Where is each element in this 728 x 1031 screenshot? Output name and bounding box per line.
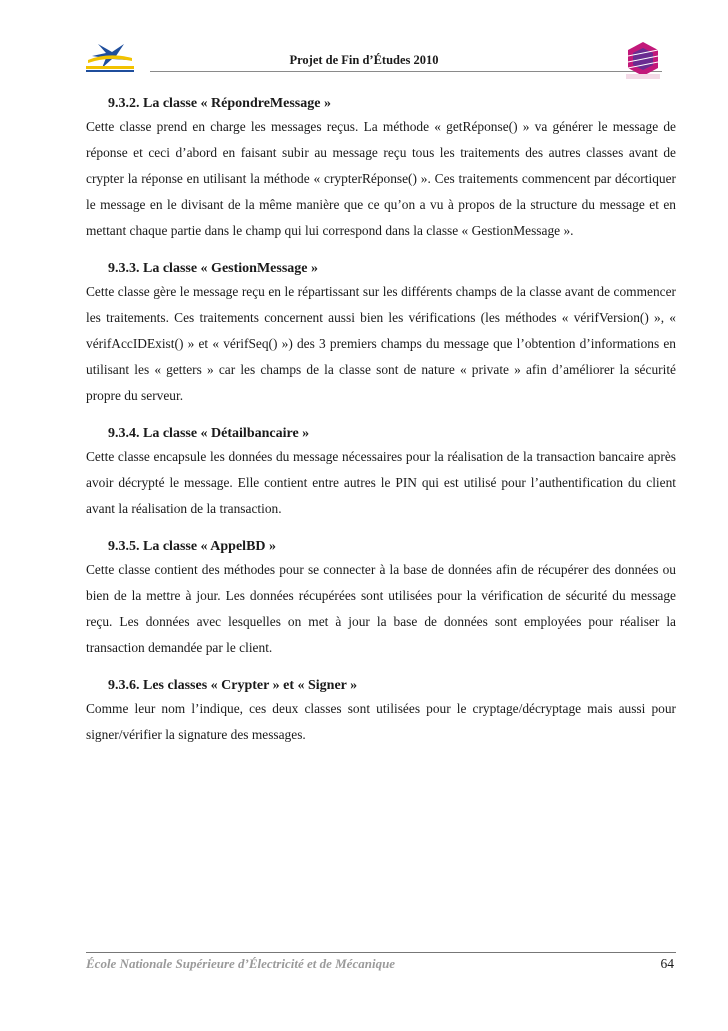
section-9-3-4 [86, 424, 676, 522]
page-body [86, 94, 676, 748]
section-heading: 9.3.5. La classe « AppelBD » [108, 539, 277, 554]
section-heading: 9.3.3. La classe « GestionMessage » [108, 261, 318, 276]
page-number: 64 [660, 956, 674, 971]
section-paragraph: Cette classe gère le message reçu en le répartissant sur les différents champs de la classe avant de commencer les traitements. Ces traitements concernent aussi bien les vérifications (les méthodes « vérifVersion() », « vérifAccIDExist() » et « vérifSeq() ») des 3 premiers champs du message que l’obtention d’informations en utilisant les « getters » car les champs de la classe sont de nature « private » afin d’améliorer la sécurité propre du serveur. [86, 284, 676, 403]
section-9-3-6 [86, 676, 676, 748]
section-paragraph: Comme leur nom l’indique, ces deux classes sont utilisées pour le cryptage/décryptage mais aussi pour signer/vérifier la signature des messages. [86, 701, 676, 742]
section-9-3-5 [86, 537, 676, 661]
section-9-3-2 [86, 94, 676, 244]
school-logo [624, 40, 662, 80]
section-paragraph: Cette classe contient des méthodes pour se connecter à la base de données afin de récupérer des données ou bien de la mettre à jour. Les données récupérées sont utilisées pour la vérification de sécurité du message reçu. Les données avec lesquelles on met à jour la base de données sont employées pour réaliser la transaction demandée par le client. [86, 562, 676, 655]
section-9-3-3 [86, 259, 676, 409]
footer-divider [86, 952, 676, 953]
section-heading: 9.3.4. La classe « Détailbancaire » [108, 426, 310, 441]
footer-school-name: École Nationale Supérieure d’Électricité et de Mécanique [86, 956, 396, 971]
section-paragraph: Cette classe encapsule les données du message nécessaires pour la réalisation de la transaction bancaire après avoir décrypté le message. Elle contient entre autres le PIN qui est utilisé pour l’authentification du client avant la réalisation de la transaction. [86, 449, 676, 516]
header-divider [150, 71, 662, 72]
header-title: Projet de Fin d’Études 2010 [289, 53, 439, 67]
section-heading: 9.3.6. Les classes « Crypter » et « Signer » [108, 678, 358, 693]
section-paragraph: Cette classe prend en charge les messages reçus. La méthode « getRéponse() » va générer le message de réponse et ceci d’abord en faisant subir au message reçu tous les traitements des autres classes avant de crypter la réponse en utilisant la méthode « crypterRéponse() ». Ces traitements commencent par décortiquer le message en le divisant de la même manière que ce qu’on a vu à propos de la structure du message et en mettant chaque partie dans le champ qui lui correspond dans la classe « GestionMessage ». [86, 119, 676, 238]
page-header [0, 0, 728, 80]
section-heading: 9.3.2. La classe « RépondreMessage » [108, 96, 331, 111]
